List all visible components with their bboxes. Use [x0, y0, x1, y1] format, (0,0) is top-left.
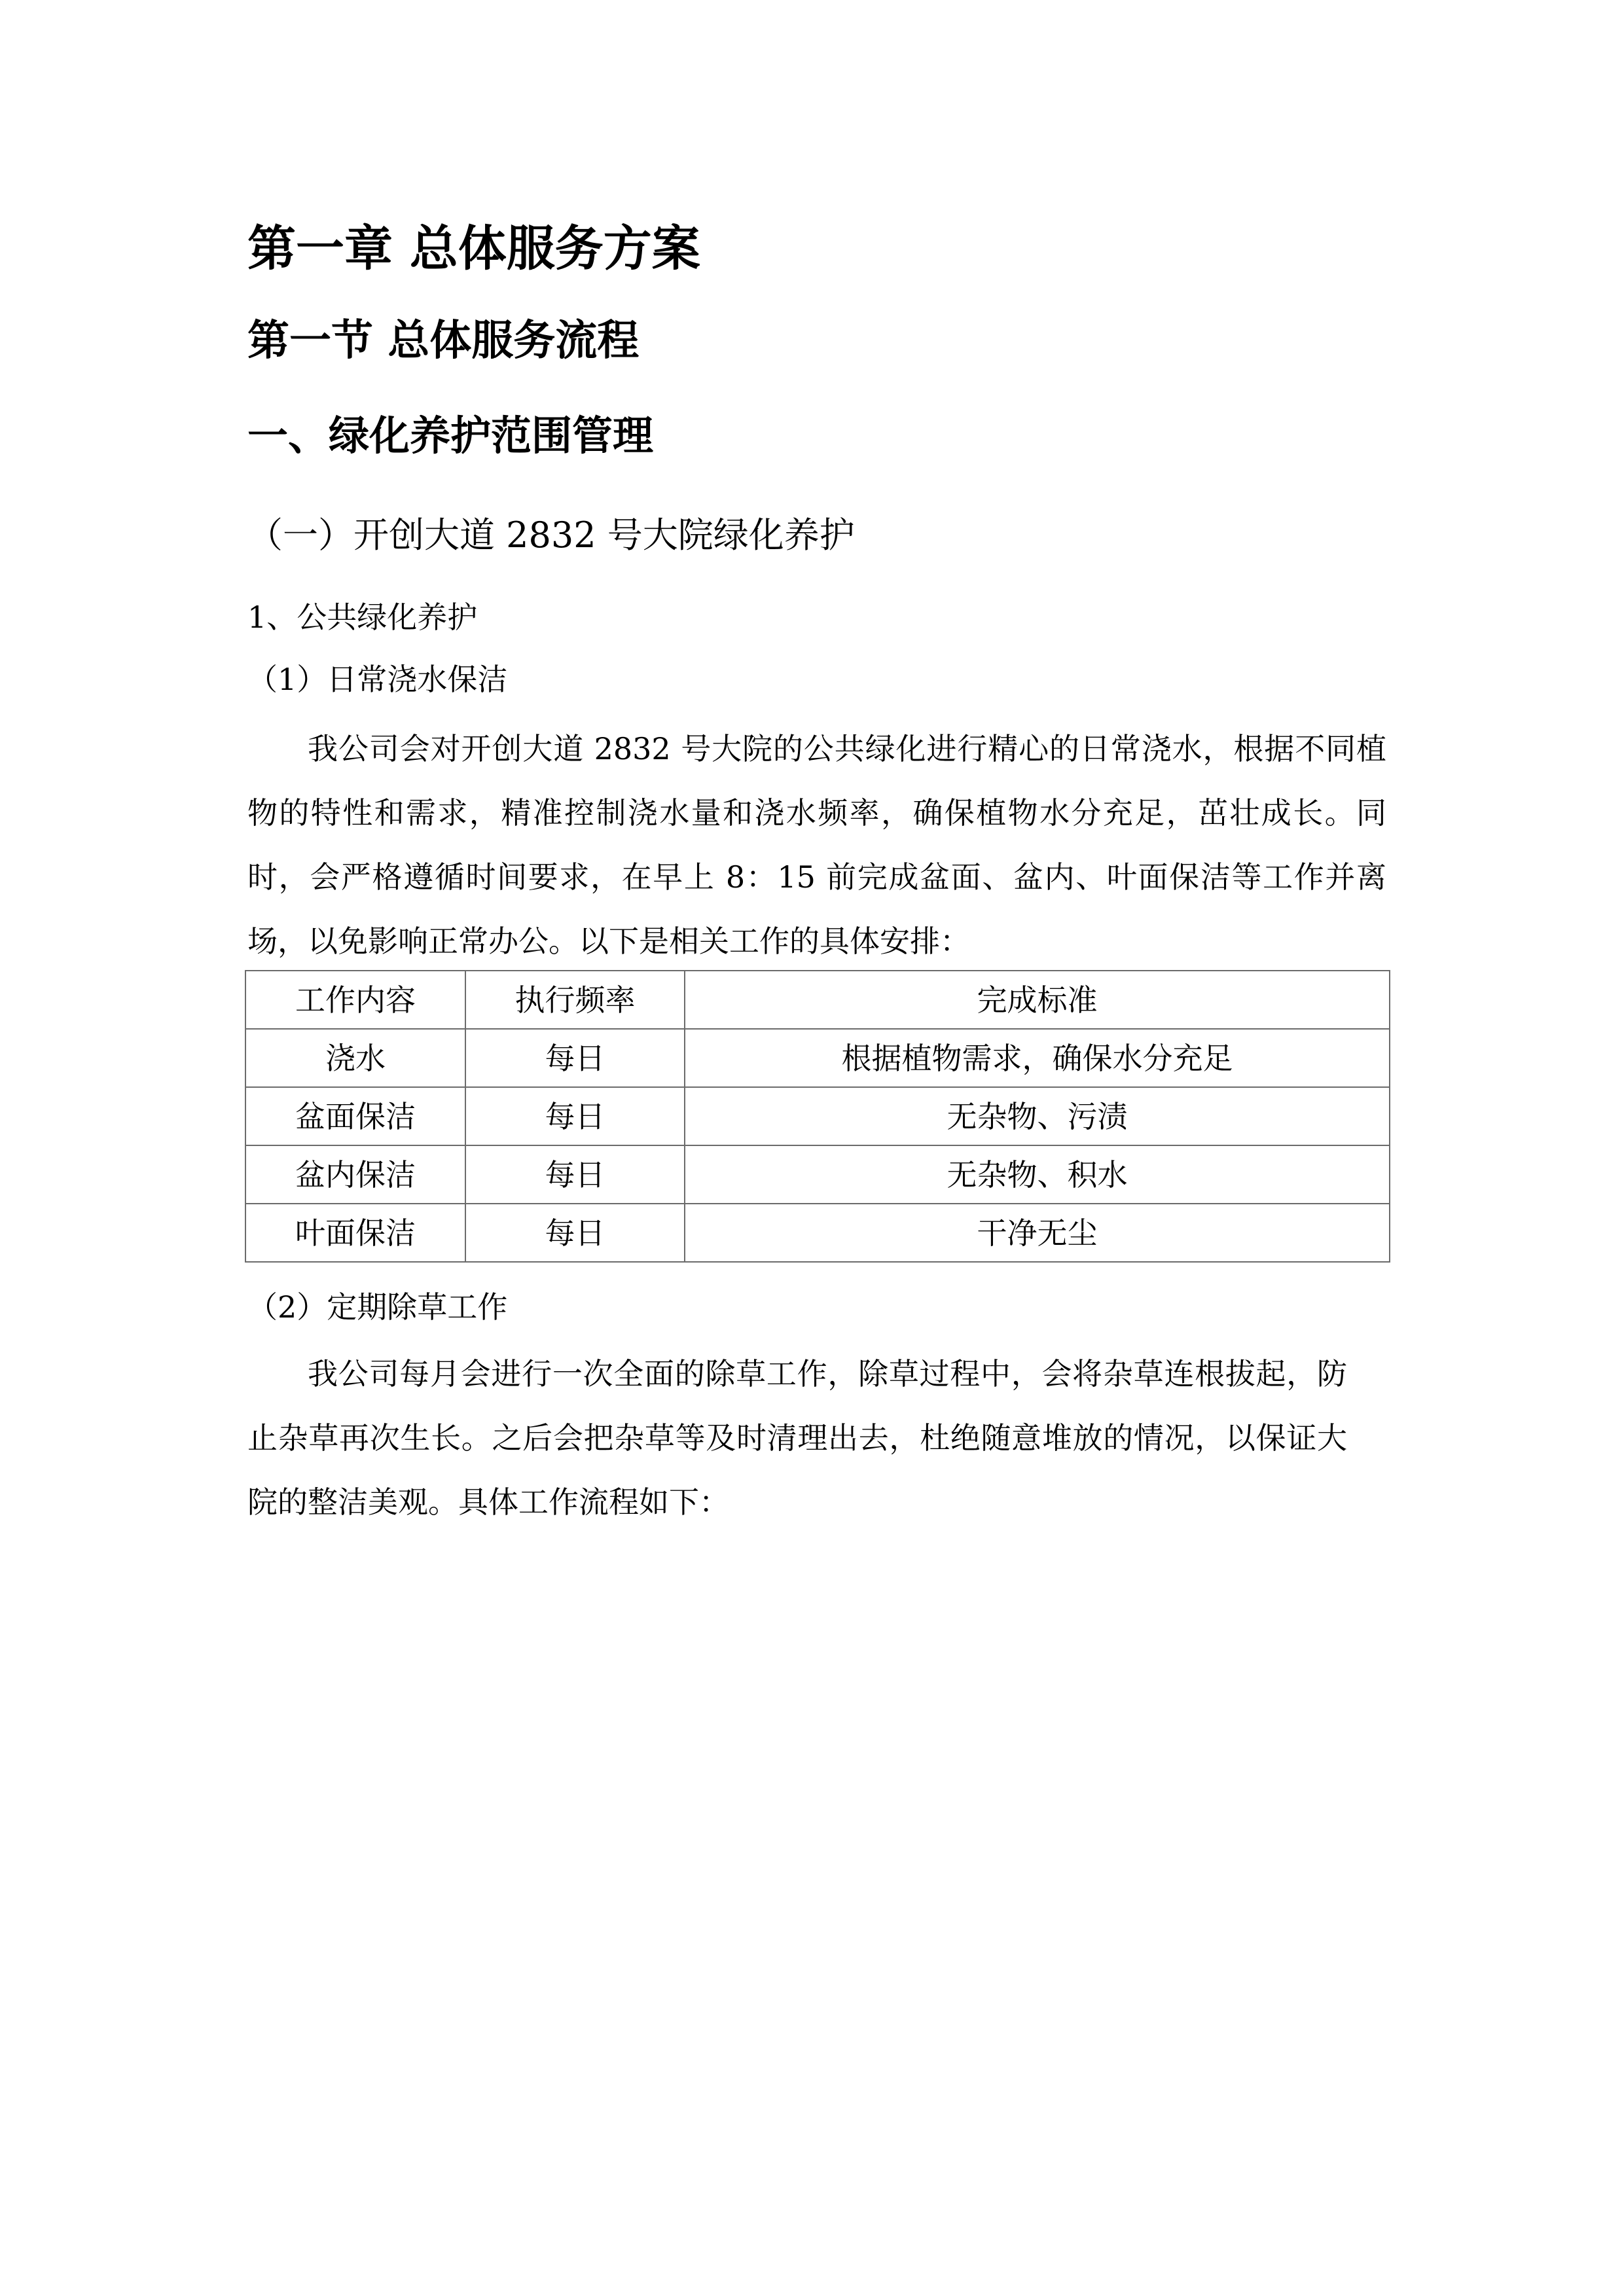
table-cell: 干净无尘 [685, 1204, 1390, 1262]
table-cell: 无杂物、污渍 [685, 1087, 1390, 1145]
paragraph-2: 我公司每月会进行一次全面的除草工作，除草过程中，会将杂草连根拔起，防止杂草再次生长。之后会把杂草等及时清理出去，杜绝随意堆放的情况，以保证大院的整洁美观。具体工作流程如下： [247, 1356, 1347, 1520]
table-header-cell: 完成标准 [685, 971, 1390, 1029]
table-cell: 每日 [465, 1204, 685, 1262]
table-header-cell: 执行频率 [465, 971, 685, 1029]
paragraph-1: 我公司会对开创大道 2832 号大院的公共绿化进行精心的日常浇水，根据不同植物的特性和需求，精准控制浇水量和浇水频率，确保植物水分充足，茁壮成长。同时，会严格遵循时间要求，在早上 8：15 前完成盆面、盆内、叶面保洁等工作并离场，以免影响正常办公。以下是相关工作的具体安排： [247, 731, 1386, 959]
table-row [245, 1029, 1390, 1087]
table-cell: 盆面保洁 [245, 1087, 465, 1145]
item-title: 1、公共绿化养护 [247, 600, 478, 635]
table-cell: 叶面保洁 [245, 1204, 465, 1262]
table-header-cell: 工作内容 [245, 971, 465, 1029]
section-title: 第一节 总体服务流程 [247, 317, 640, 365]
table-cell: 每日 [465, 1145, 685, 1204]
table-cell: 无杂物、积水 [685, 1145, 1390, 1204]
table-row [245, 1145, 1390, 1204]
table-cell: 每日 [465, 1087, 685, 1145]
table-cell: 浇水 [245, 1029, 465, 1087]
table-cell: 盆内保洁 [245, 1145, 465, 1204]
table-header-row [245, 971, 1390, 1029]
table-cell: 每日 [465, 1029, 685, 1087]
subitem-1-title: （1）日常浇水保洁 [247, 662, 508, 697]
table-row [245, 1204, 1390, 1262]
work-schedule-table [245, 970, 1390, 1263]
table-row [245, 1087, 1390, 1145]
subitem-2-title: （2）定期除草工作 [247, 1289, 508, 1325]
part-title: （一）开创大道 2832 号大院绿化养护 [247, 514, 855, 556]
table-cell: 根据植物需求，确保水分充足 [685, 1029, 1390, 1087]
chapter-title: 第一章 总体服务方案 [247, 221, 700, 277]
subsection-title: 一、绿化养护范围管理 [247, 412, 654, 459]
